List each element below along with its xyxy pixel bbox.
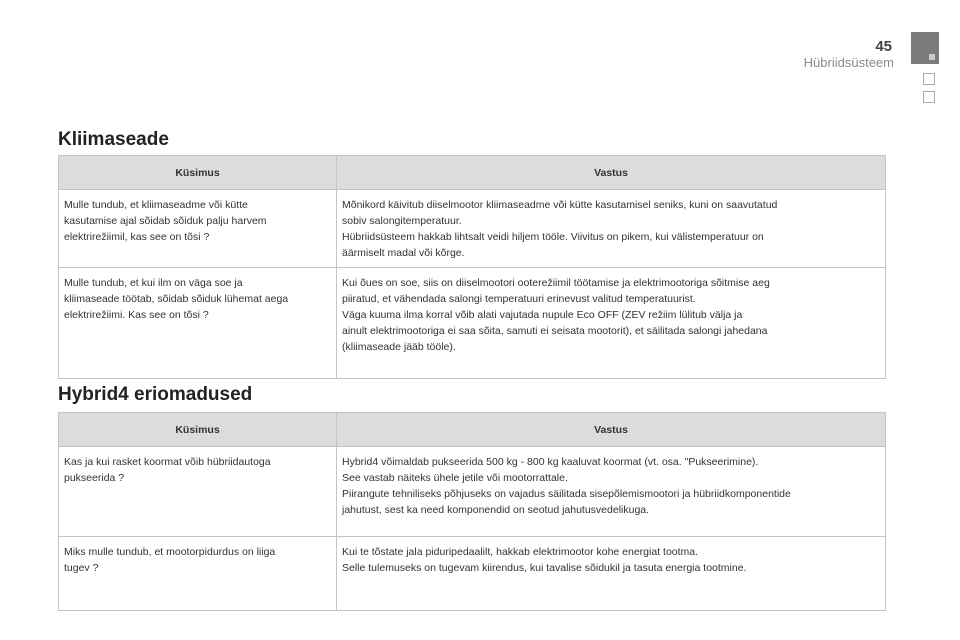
text-line: tugev ? (64, 562, 99, 574)
text-line: pukseerida ? (64, 472, 125, 484)
question-cell (59, 190, 337, 268)
chapter-tab-box-1 (923, 73, 935, 85)
text-line: Hybrid4 võimaldab pukseerida 500 kg - 800 kg kaaluvat koormat (vt. osa. "Pukseerimine). (342, 456, 759, 468)
table-row (59, 447, 886, 537)
chapter-tab-box-2 (923, 91, 935, 103)
text-line: piiratud, et vähendada salongi temperatuuri erinevust valitud temperatuurist. (342, 293, 696, 305)
text-line: jahutust, sest ka need komponendid on seotud jahutusvedelikuga. (342, 504, 650, 516)
chapter-tab (911, 32, 939, 64)
text-line: Miks mulle tundub, et mootorpidurdus on liiga (64, 546, 276, 558)
text-line: Selle tulemuseks on tugevam kiirendus, kui tavalise sõidukil ja tasuta energia tootmine. (342, 562, 747, 574)
answer-cell (337, 537, 886, 611)
text-line: Kas ja kui rasket koormat võib hübriidautoga (64, 456, 271, 468)
table-header-row (59, 413, 886, 447)
section-heading-hybrid4: Hybrid4 eriomadused (58, 384, 253, 405)
text-line: Kui te tõstate jala piduripedaalilt, hakkab elektrimootor kohe energiat tootma. (342, 546, 699, 558)
text-line: kliimaseade töötab, sõidab sõiduk lühemat aega (64, 293, 289, 305)
table-row (59, 268, 886, 379)
text-line: sobiv salongitemperatuur. (342, 215, 462, 227)
column-header-answer: Vastus (337, 156, 886, 190)
text-line: Mulle tundub, et kliimaseadme või kütte (64, 199, 248, 211)
text-line: elektrirežiimil, kas see on tõsi ? (64, 231, 210, 243)
section-heading-climate: Kliimaseade (58, 129, 169, 150)
column-header-answer: Vastus (337, 413, 886, 447)
chapter-tab-marker (929, 54, 935, 60)
text-line: äärmiselt madal või kõrge. (342, 247, 465, 259)
text-line: (kliimaseade jääb tööle). (342, 341, 456, 353)
question-cell (59, 268, 337, 379)
answer-cell (337, 447, 886, 537)
column-header-question: Küsimus (59, 156, 337, 190)
text-line: kasutamise ajal sõidab sõiduk palju harvem (64, 215, 267, 227)
table-row (59, 190, 886, 268)
column-header-question: Küsimus (59, 413, 337, 447)
answer-cell (337, 268, 886, 379)
answer-cell (337, 190, 886, 268)
question-cell (59, 447, 337, 537)
question-cell (59, 537, 337, 611)
text-line: Mulle tundub, et kui ilm on väga soe ja (64, 277, 243, 289)
text-line: ainult elektrimootoriga ei saa sõita, samuti ei seisata mootorit), et säilitada salongi jahedana (342, 325, 768, 337)
text-line: Kui õues on soe, siis on diiselmootori ooterežiimil töötamise ja elektrimootoriga sõitmise aeg (342, 277, 770, 289)
text-line: See vastab näiteks ühele jetile või mootorrattale. (342, 472, 568, 484)
text-line: Mõnikord käivitub diiselmootor kliimaseadme või kütte kasutamisel seniks, kuni on saavutatud (342, 199, 778, 211)
table-header-row (59, 156, 886, 190)
text-line: Väga kuuma ilma korral võib alati vajutada nupule Eco OFF (ZEV režiim lülitub välja ja (342, 309, 743, 321)
text-line: Piirangute tehniliseks põhjuseks on vajadus säilitada sisepõlemismootori ja hübriidkomponentide (342, 488, 791, 500)
qa-table-hybrid4 (58, 412, 886, 611)
qa-table-climate (58, 155, 886, 379)
table-row (59, 537, 886, 611)
text-line: elektrirežiimi. Kas see on tõsi ? (64, 309, 209, 321)
text-line: Hübriidsüsteem hakkab lihtsalt veidi hiljem tööle. Viivitus on pikem, kui välistemperatuur on (342, 231, 764, 243)
section-label: Hübriidsüsteem (803, 55, 894, 70)
page-number: 45 (875, 38, 892, 55)
